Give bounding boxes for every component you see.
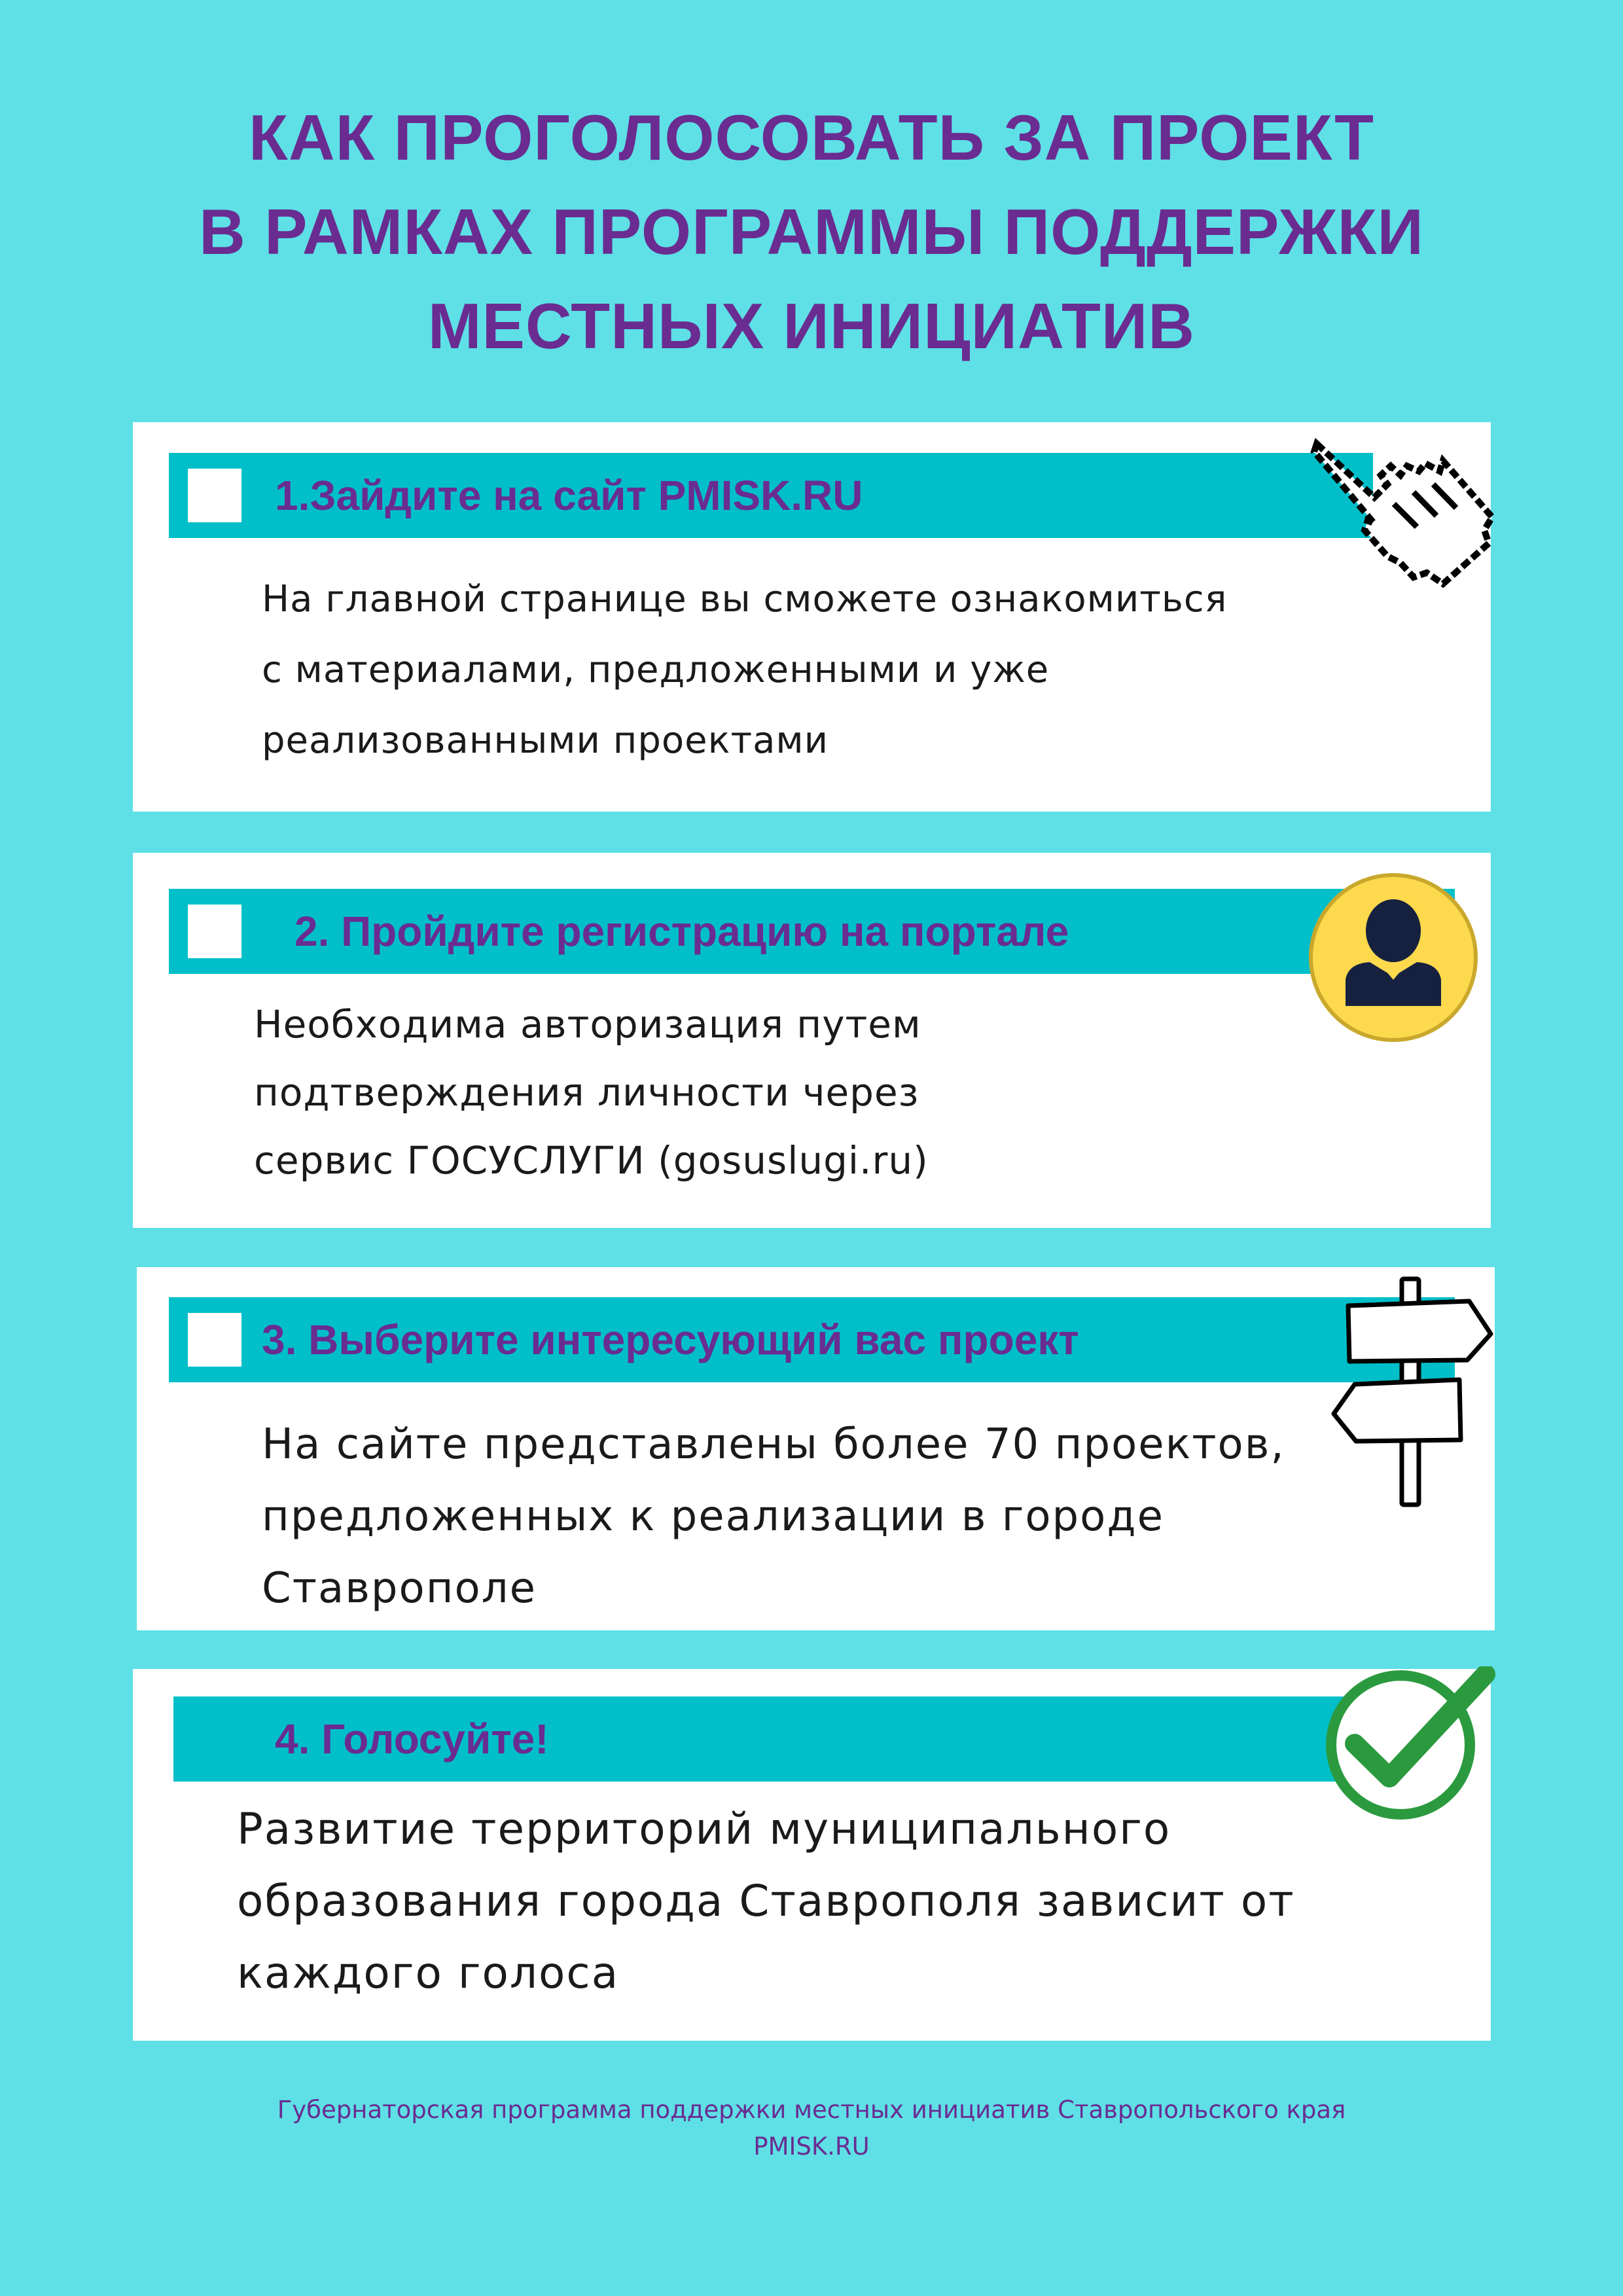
title-line: МЕСТНЫХ ИНИЦИАТИВ [427, 290, 1196, 362]
step-1-text-line: На главной странице вы сможете ознакомиться [262, 578, 1228, 620]
pointing-hand-cursor-icon [1309, 432, 1499, 589]
step-2-description [254, 988, 929, 1196]
step-2-text-line: сервис ГОСУСЛУГИ (gosuslugi.ru) [254, 1138, 929, 1183]
signpost-icon [1322, 1276, 1499, 1509]
step-3-description [262, 1408, 1285, 1624]
step-4-text-line: Развитие территорий муниципального [237, 1804, 1171, 1854]
footer [0, 2092, 1623, 2165]
step-2-title: 2. Пройдите регистрацию на портале [294, 908, 1069, 955]
step-4-title: 4. Голосуйте! [275, 1715, 549, 1763]
step-3-text-line: предложенных к реализации в городе [262, 1492, 1164, 1541]
step-2-checkbox[interactable] [188, 905, 241, 958]
step-3-title: 3. Выберите интересующий вас проект [262, 1316, 1079, 1363]
step-1-title: 1.Зайдите на сайт PMISK.RU [275, 472, 863, 519]
step-1-description [262, 563, 1227, 777]
title-line: КАК ПРОГОЛОСОВАТЬ ЗА ПРОЕКТ [249, 101, 1374, 173]
step-4-text-line: образования города Ставрополя зависит от [237, 1876, 1295, 1926]
step-1-checkbox[interactable] [188, 469, 241, 522]
step-3-text-line: Ставрополе [262, 1564, 537, 1613]
step-3-text-line: На сайте представлены более 70 проектов, [262, 1420, 1285, 1469]
step-1-text-line: с материалами, предложенными и уже [262, 649, 1050, 691]
footer-website: PMISK.RU [753, 2132, 870, 2161]
title-line: В РАМКАХ ПРОГРАММЫ ПОДДЕРЖКИ [199, 196, 1424, 268]
page-title [0, 90, 1623, 373]
step-3-checkbox[interactable] [188, 1313, 241, 1367]
step-4-text-line: каждого голоса [237, 1948, 620, 1998]
step-2-text-line: Необходима авторизация путем [254, 1002, 921, 1047]
step-2-text-line: подтверждения личности через [254, 1070, 919, 1115]
step-1-text-line: реализованными проектами [262, 719, 829, 762]
user-avatar-icon [1308, 872, 1479, 1043]
footer-program-name: Губернаторская программа поддержки местных инициатив Ставропольского края [277, 2096, 1346, 2124]
checkmark-circle-icon [1314, 1666, 1499, 1820]
step-4-description [237, 1793, 1295, 2009]
